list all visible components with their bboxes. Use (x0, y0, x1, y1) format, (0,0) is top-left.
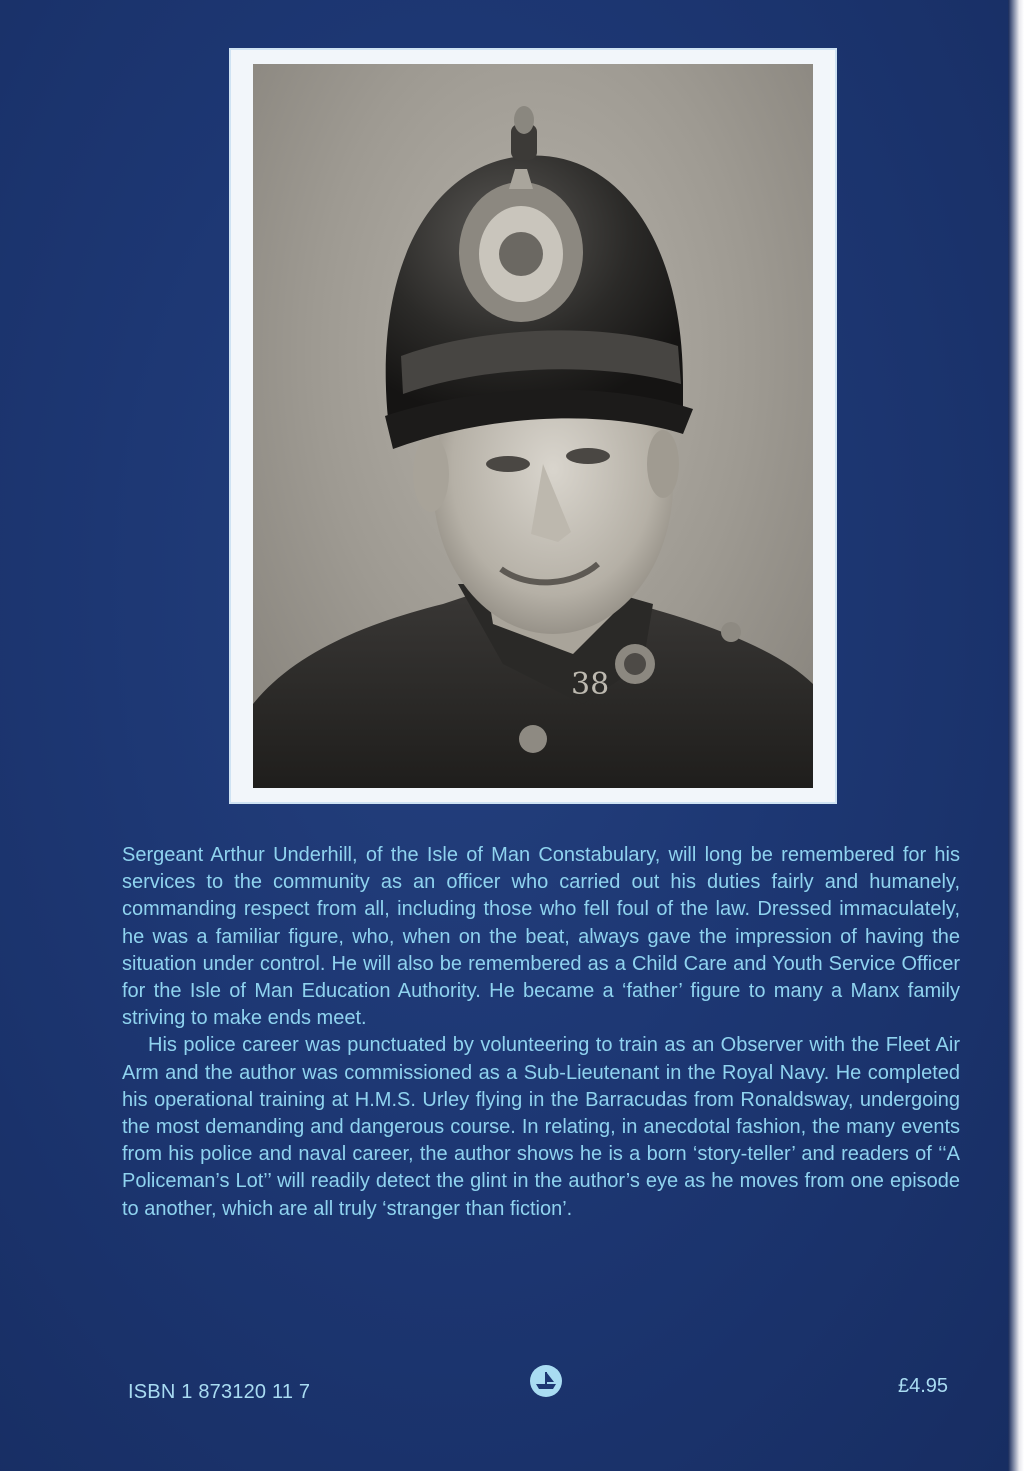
helmet-spike (514, 106, 534, 134)
ear-left (413, 436, 449, 512)
eye-left (486, 456, 530, 472)
eye-right (566, 448, 610, 464)
shoulder-button (721, 622, 741, 642)
page-edge (1008, 0, 1024, 1471)
blurb-paragraph-2: His police career was punctuated by volunteering to train as an Observer with the Fleet Air Arm and the author was commissioned as a Sub-Lieutenant in the Royal Navy. He completed his operational training at H.M.S. Urley flying in the Barracudas from Ronaldsway, undergoing the most demanding and dangerous course. In relating, in anecdotal fashion, the many events from his police and naval career, the author shows he is a born ‘story-teller’ and readers of ‘‘A Policeman’s Lot’’ will readily detect the glint in the author’s eye as he moves from one episode to another, which are all truly ‘stranger than fiction’. (122, 1034, 960, 1220)
publisher-logo-icon (529, 1364, 563, 1398)
isbn-number: ISBN 1 873120 11 7 (128, 1381, 311, 1403)
tunic-button (519, 725, 547, 753)
blurb-text (122, 842, 960, 1223)
photo-frame (231, 50, 835, 802)
ear-right (647, 430, 679, 498)
price-label: £4.95 (898, 1375, 949, 1397)
svg-text:38: 38 (571, 667, 610, 702)
blurb-paragraph-1: Sergeant Arthur Underhill, of the Isle of Man Constabulary, will long be remembered for his services to the community as an officer who carried out his duties fairly and humanely, commanding respect from all, including those who fell foul of the law. Dressed immaculately, he was a familiar figure, who, when on the beat, always gave the impression of having the situation under control. He will also be remembered as a Child Care and Youth Service Officer for the Isle of Man Education Authority. He became a ‘father’ figure to many a Manx family striving to make ends meet. (122, 844, 960, 1030)
portrait-illustration (253, 64, 813, 788)
author-portrait-photo (253, 64, 813, 788)
